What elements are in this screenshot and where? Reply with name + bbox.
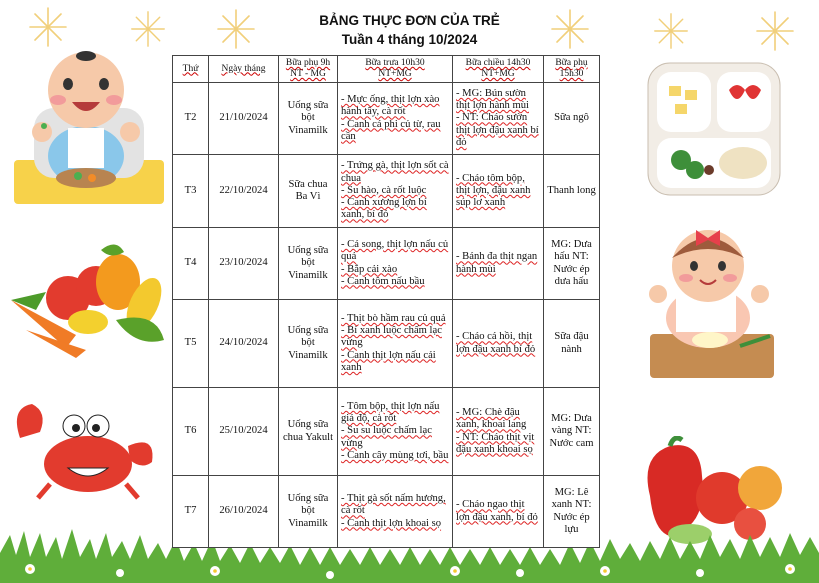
dish-item: - Su hào, cà rốt luộc <box>341 184 427 196</box>
date-cell: 26/10/2024 <box>209 476 279 548</box>
day-cell: T3 <box>173 155 209 228</box>
snack2-cell: MG: Lê xanh NT: Nước ép lựu <box>544 476 600 548</box>
dish-item: - Trứng gà, thịt lợn sốt cà chua <box>341 160 449 184</box>
afternoon-cell <box>453 83 544 155</box>
col-header-snack2: Bữa phụ 15h30 <box>544 56 600 83</box>
dish-item: - Su su luộc chấm lạc vừng <box>341 425 432 449</box>
dish-item: - Canh cây mùng tơi, bầu <box>341 449 449 461</box>
snack1-cell: Uống sữa bột Vinamilk <box>279 476 338 548</box>
baby-eating-illustration <box>6 48 166 206</box>
dish-item: - Thịt gà sốt nấm hương, cà rốt <box>341 493 446 517</box>
afternoon-cell <box>453 476 544 548</box>
snack2-cell: Sữa ngô <box>544 83 600 155</box>
menu-table <box>172 55 600 548</box>
day-cell: T6 <box>173 388 209 476</box>
afternoon-cell <box>453 300 544 388</box>
dish-item: - Cháo ngao thịt lợn đậu xanh, bí đỏ <box>456 499 538 523</box>
day-cell: T2 <box>173 83 209 155</box>
col-header-day: Thứ <box>173 56 209 83</box>
crab-illustration <box>10 398 160 502</box>
col-header-date: Ngày tháng <box>209 56 279 83</box>
dish-item: - Canh thịt lợn khoai sọ <box>341 517 442 529</box>
dish-item: - Bí xanh luộc chấm lạc vừng <box>341 325 442 349</box>
day-cell: T7 <box>173 476 209 548</box>
page-title: BẢNG THỰC ĐƠN CỦA TRẺ <box>319 13 500 28</box>
snack1-cell: Uống sữa bột Vinamilk <box>279 228 338 300</box>
col-header-snack1: Bữa phụ 9h NT - MG <box>279 56 338 83</box>
baby-girl-illustration <box>640 218 780 378</box>
snack1-cell: Uống sữa bột Vinamilk <box>279 300 338 388</box>
date-cell: 23/10/2024 <box>209 228 279 300</box>
dish-item: - Cá song, thịt lợn nấu củ quả <box>341 239 449 263</box>
lunch-cell <box>338 83 453 155</box>
snack1-cell: Uống sữa bột Vinamilk <box>279 83 338 155</box>
table-row <box>173 228 600 300</box>
dish-item: - MG: Chè đậu xanh, khoai lang <box>456 407 527 431</box>
table-row <box>173 83 600 155</box>
lunch-cell <box>338 155 453 228</box>
afternoon-cell <box>453 388 544 476</box>
table-row <box>173 155 600 228</box>
snack2-cell: MG: Dưa hấu NT: Nước ép dưa hấu <box>544 228 600 300</box>
dish-item: - MG: Bún sườn thịt lợn hành mùi <box>456 87 529 112</box>
afternoon-cell <box>453 155 544 228</box>
snack1-cell: Sữa chua Ba Vì <box>279 155 338 228</box>
date-cell: 25/10/2024 <box>209 388 279 476</box>
date-cell: 21/10/2024 <box>209 83 279 155</box>
dish-item: - Tôm bộp, thịt lợn nấu giả độ, cà rốt <box>341 400 440 425</box>
table-row <box>173 476 600 548</box>
dish-item: - Cháo tôm bộp, thịt lợn, đậu xanh súp lơ xanh <box>456 172 531 209</box>
dish-item: - Canh thịt lợn nấu cải xanh <box>341 349 436 373</box>
date-cell: 22/10/2024 <box>209 155 279 228</box>
snack2-cell: Thanh long <box>544 155 600 228</box>
col-header-lunch: Bữa trưa 10h30 NT+MG <box>338 56 453 83</box>
dish-item: - Cháo cá hồi, thịt lợn đậu xanh bí đỏ <box>456 331 536 355</box>
vegetables-illustration <box>6 240 166 360</box>
lunch-cell <box>338 300 453 388</box>
day-cell: T5 <box>173 300 209 388</box>
food-tray-illustration <box>645 60 783 198</box>
afternoon-cell <box>453 228 544 300</box>
date-cell: 24/10/2024 <box>209 300 279 388</box>
lunch-cell <box>338 228 453 300</box>
table-header-row <box>173 56 600 83</box>
dish-item: - Mực ống, thịt lợn xào hành tây, cà rốt <box>341 94 440 118</box>
dish-item: - Canh tôm nấu bầu <box>341 275 425 287</box>
dish-item: - Thịt bò hầm rau củ quả <box>341 312 446 324</box>
dish-item: - Bắp cải xào <box>341 263 398 275</box>
snack2-cell: MG: Dưa vàng NT: Nước cam <box>544 388 600 476</box>
snack2-cell: Sữa đậu nành <box>544 300 600 388</box>
dish-item: - Canh cá phi củ từ, rau cần <box>341 118 441 142</box>
page-subtitle: Tuần 4 tháng 10/2024 <box>341 32 478 47</box>
dish-item: - NT: Cháo thịt vịt đậu xanh khoai sọ <box>456 431 535 455</box>
dish-item: - Bánh đa thịt ngan hành mùi <box>456 251 538 275</box>
lunch-cell <box>338 476 453 548</box>
table-row <box>173 300 600 388</box>
col-header-afternoon: Bữa chiều 14h30 NT+MG <box>453 56 544 83</box>
dish-item: - Canh xương lợn bí xanh, bí đỏ <box>341 197 427 221</box>
table-row <box>173 388 600 476</box>
dish-item: - NT: Cháo sườn thịt lợn đậu xanh bí đỏ <box>456 112 539 148</box>
snack1-cell: Uống sữa chua Yakult <box>279 388 338 476</box>
lunch-cell <box>338 388 453 476</box>
day-cell: T4 <box>173 228 209 300</box>
